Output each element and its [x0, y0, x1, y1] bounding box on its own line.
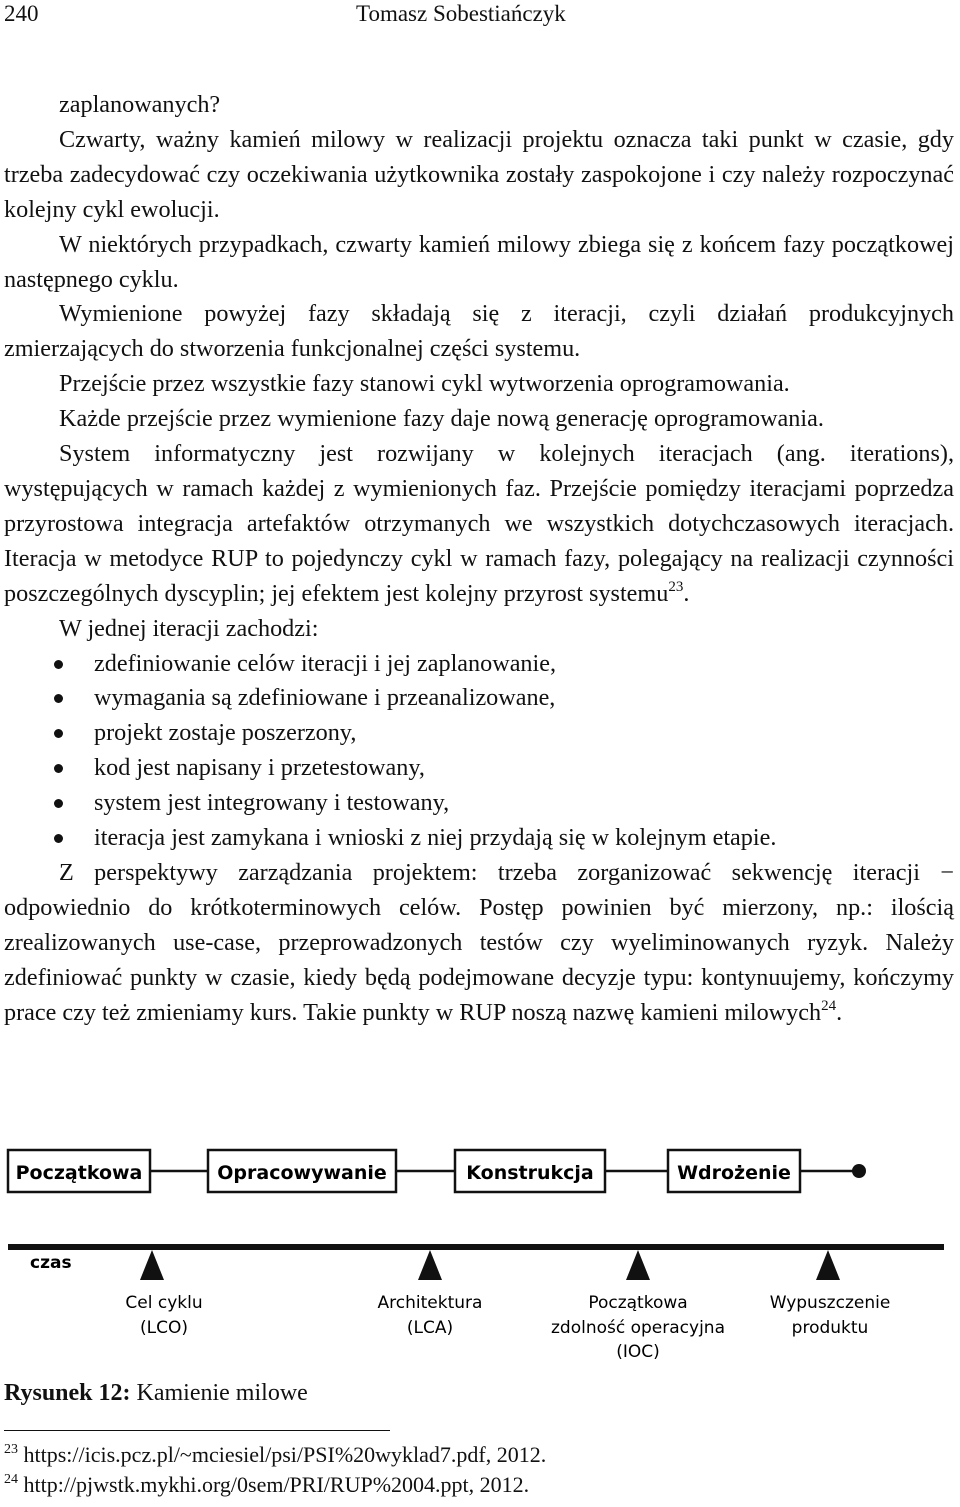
paragraph-text: Z perspektywy zarządzania projektem: trzeba zorganizować sekwencję iteracji − odpowiednio do krótkoterminowych celów. Postęp powinien być mierzony, np.: ilością zrealizowanych use-case, przeprowadzonych testów czy wyeliminowanych ryzyk. Należy zdefiniować punkty w czasie, kiedy będą podejmowane decyzje typu: kontynuujemy, kończymy prace czy też zmieniamy kurs. Takie punkty w RUP noszą nazwę kamieni milowych	[4, 858, 954, 1026]
figure-caption	[4, 1380, 308, 1407]
milestone-label: zdolność operacyjna	[550, 1318, 726, 1338]
list-item: projekt zostaje poszerzony,	[4, 716, 954, 751]
list-item: iteracja jest zamykana i wnioski z niej przydają się w kolejnym etapie.	[4, 821, 954, 856]
time-axis	[8, 1244, 944, 1250]
paragraph	[4, 856, 954, 1031]
paragraph: Każde przejście przez wymienione fazy daje nową generację oprogramowania.	[59, 405, 824, 433]
page-header	[0, 0, 960, 30]
milestone-label: (IOC)	[616, 1342, 660, 1362]
footnote-number: 24	[4, 1472, 18, 1487]
phase-label: Konstrukcja	[466, 1162, 594, 1184]
milestone-triangle-icon	[140, 1250, 164, 1280]
paragraph-text: System informatyczny jest rozwijany w kolejnych iteracjach (ang. iterations), występujących w ramach każdej z wymienionych faz. Przejście pomiędzy iteracjami poprzedza przyrostowa integracja artefaktów otrzymanych we wszystkich dotychczasowych iteracjach. Iteracja w metodyce RUP to pojedynczy cykl w ramach fazy, polegający na realizacji czynności poszczególnych dyscyplin; jej efektem jest kolejny przyrost systemu	[4, 440, 954, 607]
paragraph: Przejście przez wszystkie fazy stanowi cykl wytworzenia oprogramowania.	[59, 370, 790, 398]
main-text	[4, 88, 954, 1030]
phase-label: Początkowa	[15, 1162, 143, 1184]
paragraph-end: .	[836, 998, 843, 1026]
bullet-icon	[54, 729, 63, 738]
footnote-ref: 24	[821, 997, 837, 1014]
paragraph: W niektórych przypadkach, czwarty kamień milowy zbiega się z końcem fazy początkowej następnego cyklu.	[4, 230, 954, 293]
running-head-author: Tomasz Sobestiańczyk	[356, 1, 566, 26]
milestone-label: (LCA)	[406, 1318, 454, 1338]
caption-text: Kamienie milowe	[130, 1380, 308, 1406]
phase-label: Opracowywanie	[217, 1162, 387, 1184]
list-item: system jest integrowany i testowany,	[4, 786, 954, 821]
list-item: zdefiniowanie celów iteracji i jej zaplanowanie,	[4, 647, 954, 682]
milestone-triangle-icon	[626, 1250, 650, 1280]
list-item: kod jest napisany i przetestowany,	[4, 751, 954, 786]
milestone-label: Cel cyklu	[125, 1293, 203, 1313]
footnote-link[interactable]: http://pjwstk.mykhi.org/0sem/PRI/RUP%2004.ppt, 2012.	[18, 1472, 530, 1497]
time-axis-label: czas	[30, 1253, 72, 1273]
paragraph-end: .	[683, 579, 690, 607]
footnote	[4, 1472, 529, 1498]
footnote	[4, 1442, 546, 1468]
milestone-label: Wypuszczenie	[769, 1293, 891, 1313]
bullet-icon	[54, 660, 63, 669]
milestone-label: produktu	[791, 1318, 869, 1338]
milestone-triangle-icon	[816, 1250, 840, 1280]
footnote-link[interactable]: https://icis.pcz.pl/~mciesiel/psi/PSI%20wyklad7.pdf, 2012.	[18, 1442, 547, 1467]
paragraph	[4, 437, 954, 612]
footnote-number: 23	[4, 1442, 18, 1457]
paragraph: W jednej iteracji zachodzi:	[59, 614, 319, 642]
list-item: wymagania są zdefiniowane i przeanalizowane,	[4, 681, 954, 716]
page-number: 240	[4, 1, 39, 26]
phase-label: Wdrożenie	[677, 1162, 791, 1184]
footnote-divider	[4, 1430, 390, 1431]
end-dot-icon	[852, 1164, 866, 1178]
milestones-diagram	[0, 1135, 960, 1370]
milestone-triangle-icon	[418, 1250, 442, 1280]
paragraph: zaplanowanych?	[59, 91, 221, 118]
milestone-label: Architektura	[377, 1293, 483, 1313]
bullet-icon	[54, 799, 63, 808]
caption-label: Rysunek 12:	[4, 1380, 131, 1406]
bullet-icon	[54, 834, 63, 843]
paragraph: Wymienione powyżej fazy składają się z iteracji, czyli działań produkcyjnych zmierzających do stworzenia funkcjonalnej części systemu.	[4, 300, 954, 363]
milestone-label: (LCO)	[140, 1318, 188, 1338]
footnote-ref: 23	[668, 578, 684, 595]
paragraph: Czwarty, ważny kamień milowy w realizacji projektu oznacza taki punkt w czasie, gdy trzeba zadecydować czy oczekiwania użytkownika zostały zaspokojone i czy należy rozpoczynać kolejny cykl ewolucji.	[4, 125, 954, 223]
bullet-icon	[54, 764, 63, 773]
milestone-label: Początkowa	[588, 1293, 688, 1313]
bullet-icon	[54, 694, 63, 703]
